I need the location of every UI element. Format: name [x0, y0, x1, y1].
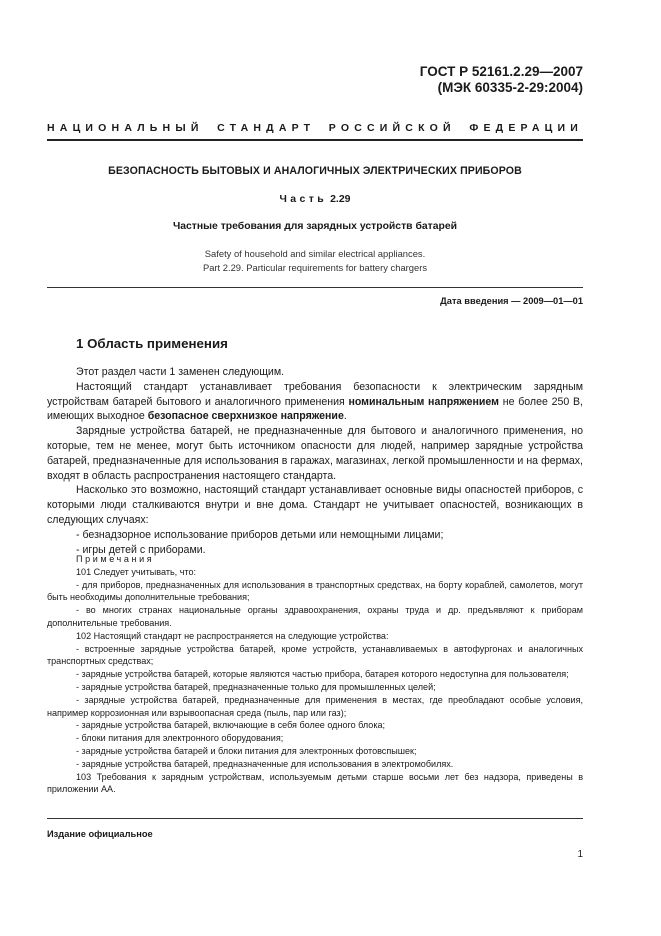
- paragraph: [47, 380, 583, 424]
- standard-code-block: [420, 64, 583, 96]
- note-item: - зарядные устройства батарей, включающие в себя более одного блока;: [76, 720, 386, 731]
- note-item: - зарядные устройства батарей, предназначенные для использования в электромобилях.: [76, 758, 454, 769]
- note-item: - встроенные зарядные устройства батарей, кроме устройств, устанавливаемых в автофургонах и аналогичных транспортных средствах;: [47, 643, 583, 667]
- english-title: [47, 247, 583, 274]
- note: 101 Следует учитывать, что:: [76, 566, 196, 577]
- banner-word: РОССИЙСКОЙ: [328, 122, 456, 134]
- notes-heading: Примечания: [76, 554, 155, 564]
- term-bold: номинальным напряжением: [348, 395, 500, 408]
- note-item: - блоки питания для электронного оборудования;: [76, 733, 284, 744]
- list-item: - безнадзорное использование приборов детьми или немощными лицами;: [76, 528, 444, 541]
- introduction-date: Дата введения — 2009—01—01: [440, 296, 583, 306]
- list-item: - игры детей с приборами.: [76, 543, 206, 556]
- text-run: .: [343, 410, 347, 423]
- note-item: - зарядные устройства батарей, предназначенные для применения в местах, где преобладают особые условия, например коррозионная или взрывоопасная среда (пыль, пар или газ);: [47, 694, 583, 718]
- note-item: - зарядные устройства батарей, которые являются частью прибора, батарея которого недоступна для пользователя;: [76, 669, 569, 680]
- edition-label: Издание официальное: [47, 829, 153, 839]
- note-item: - зарядные устройства батарей и блоки питания для электронных фотовспышек;: [76, 745, 417, 756]
- title-rule: [47, 287, 583, 288]
- paragraph: Зарядные устройства батарей, не предназначенные для бытового и аналогичного применения, но которые, тем не менее, могут быть источником опасности для людей, например зарядные устройства батарей, предназначенные для использования в гаражах, магазинах, легкой промышленности и на фермах, входят в область распространения настоящего стандарта.: [47, 425, 583, 482]
- part-number: 2.29: [330, 193, 351, 205]
- text-run: не более 250 В, имеющих выходное: [47, 395, 583, 423]
- english-title-line: Part 2.29. Particular requirements for battery chargers: [202, 261, 428, 273]
- section-body: [47, 365, 583, 557]
- note-item: - зарядные устройства батарей, предназначенные только для промышленных целей;: [76, 681, 436, 692]
- text-run: Настоящий стандарт устанавливает требования безопасности к электрическим зарядным устройствам батарей бытового и аналогичного применения: [47, 380, 583, 408]
- banner-word: НАЦИОНАЛЬНЫЙ: [47, 122, 204, 134]
- page-number: 1: [577, 849, 583, 860]
- term-bold: безопасное сверхнизкое напряжение: [147, 410, 344, 423]
- national-standard-banner: [47, 122, 583, 134]
- iec-number: (МЭК 60335-2-29:2004): [437, 80, 583, 95]
- paragraph: Насколько это возможно, настоящий стандарт устанавливает основные виды опасностей приборов, с которыми люди сталкиваются внутри и вне дома. Стандарт не учитывает опасностей, возникающих в следующих случаях:: [47, 484, 583, 526]
- part-word: Часть: [279, 193, 328, 205]
- banner-rule: [47, 139, 583, 141]
- notes-block: [47, 553, 583, 796]
- section-heading: 1 Область применения: [76, 336, 228, 351]
- note-item: - во многих странах национальные органы здравоохранения, охраны труда и др. предъявляют к приборам дополнительные требования.: [47, 605, 583, 628]
- note: 102 Настоящий стандарт не распространяется на следующие устройства:: [76, 630, 389, 641]
- part-label: [47, 193, 583, 205]
- document-title: БЕЗОПАСНОСТЬ БЫТОВЫХ И АНАЛОГИЧНЫХ ЭЛЕКТРИЧЕСКИХ ПРИБОРОВ: [108, 165, 522, 177]
- note: 103 Требования к зарядным устройствам, используемым детьми старше восьми лет без надзора, приведены в приложении АА.: [47, 771, 583, 795]
- footer-rule: [47, 818, 583, 819]
- english-title-line: Safety of household and similar electrical appliances.: [204, 248, 426, 259]
- banner-word: СТАНДАРТ: [217, 122, 316, 134]
- banner-word: ФЕДЕРАЦИИ: [469, 122, 583, 134]
- paragraph: Этот раздел части 1 заменен следующим.: [76, 366, 285, 378]
- standard-number: ГОСТ Р 52161.2.29—2007: [419, 64, 583, 79]
- note-item: - для приборов, предназначенных для использования в транспортных средствах, на борту кораблей, самолетов, могут быть необходимы дополнительные требования;: [47, 579, 583, 603]
- document-subtitle: Частные требования для зарядных устройств батарей: [172, 221, 458, 232]
